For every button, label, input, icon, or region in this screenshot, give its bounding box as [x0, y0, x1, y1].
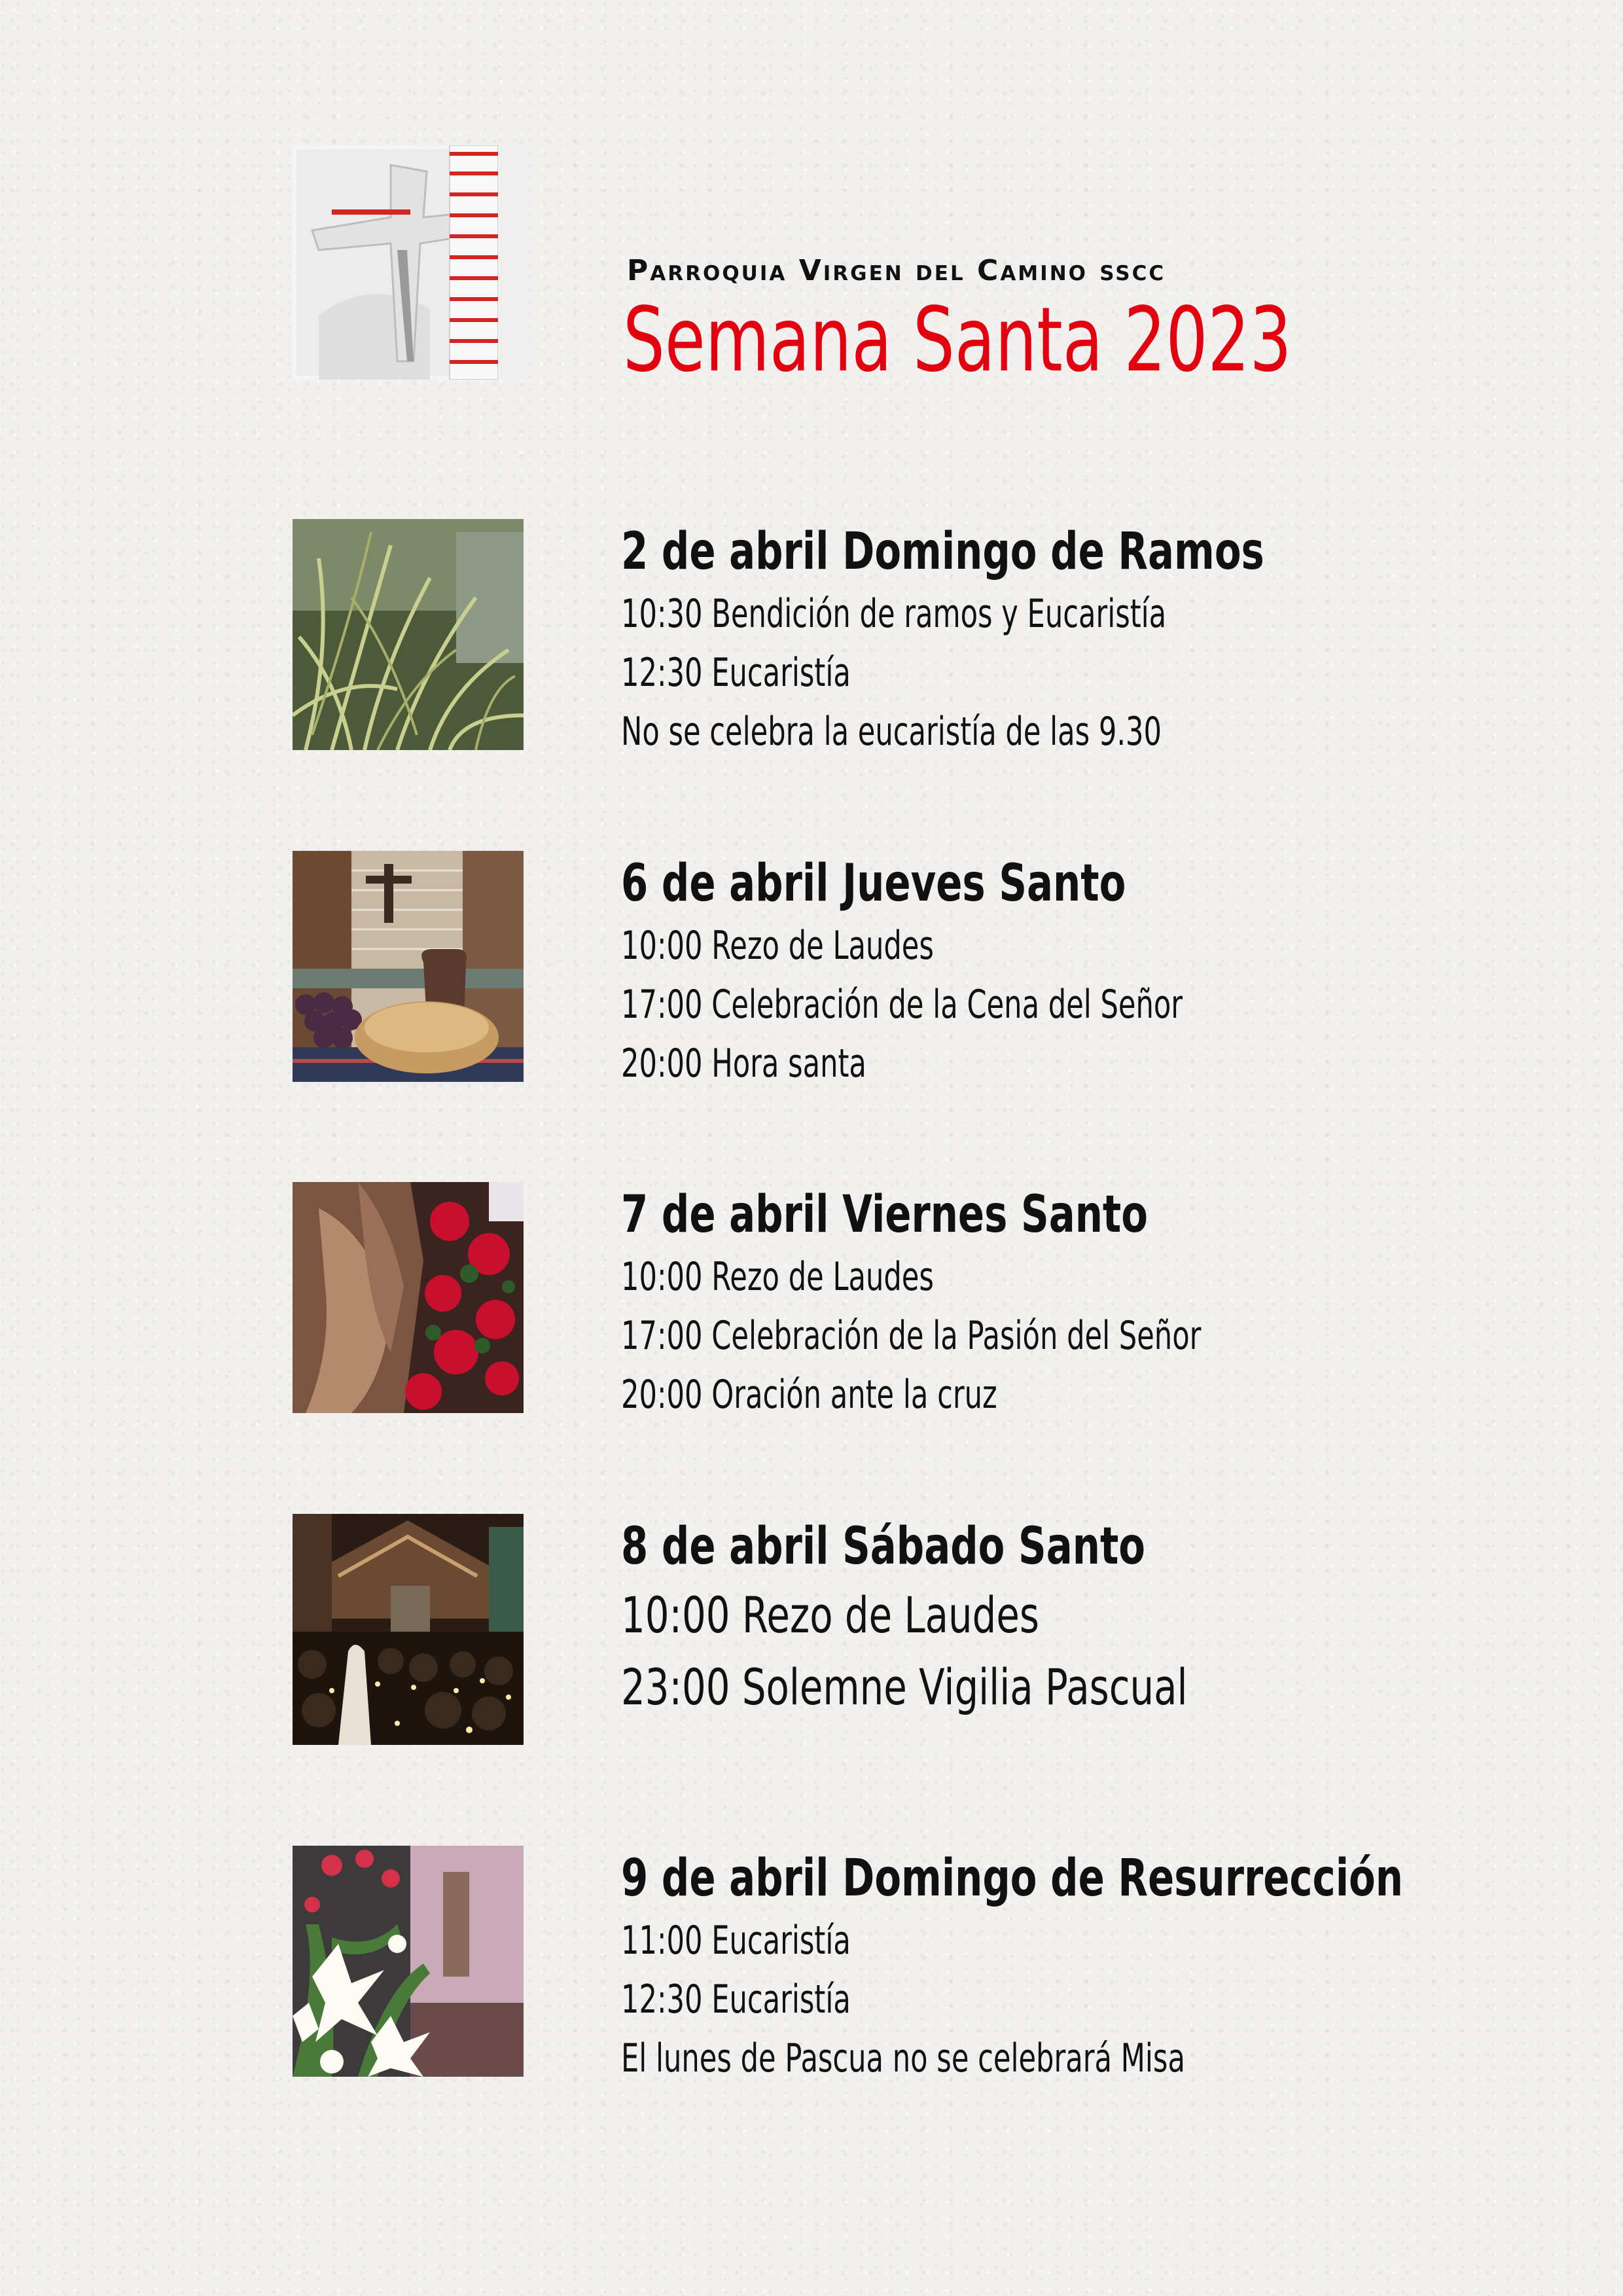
schedule-line: 17:00 Celebración de la Pasión del Señor	[621, 1313, 1202, 1359]
event-domingo-de-ramos	[293, 519, 1575, 755]
schedule-line: 12:30 Eucaristía	[621, 1977, 851, 2022]
white-lilies-church-photo	[293, 1846, 524, 2077]
cross-logo-icon	[293, 145, 527, 380]
page-title: Semana Santa 2023	[623, 289, 1292, 392]
event-title: 2 de abril Domingo de Ramos	[621, 522, 1264, 581]
event-schedule	[621, 916, 1401, 1093]
schedule-line: 10:00 Rezo de Laudes	[621, 923, 934, 969]
schedule-line: 10:00 Rezo de Laudes	[621, 1586, 1039, 1644]
event-schedule	[621, 1579, 1366, 1723]
event-sabado-santo	[293, 1514, 1575, 1749]
schedule-line: 20:00 Hora santa	[621, 1041, 866, 1086]
event-schedule	[621, 584, 1378, 761]
bread-and-grapes-altar-photo	[293, 851, 524, 1082]
event-title: 8 de abril Sábado Santo	[621, 1517, 1146, 1576]
parish-name: Parroquia Virgen del Camino sscc	[627, 254, 1166, 287]
palm-branches-photo	[293, 519, 524, 750]
schedule-line: El lunes de Pascua no se celebrará Misa	[621, 2036, 1185, 2081]
schedule-line: 10:00 Rezo de Laudes	[621, 1254, 934, 1300]
schedule-line: 20:00 Oración ante la cruz	[621, 1372, 997, 1418]
easter-vigil-candles-photo	[293, 1514, 524, 1745]
schedule-line: 23:00 Solemne Vigilia Pascual	[621, 1658, 1188, 1716]
event-title: 6 de abril Jueves Santo	[621, 854, 1126, 913]
event-title: 7 de abril Viernes Santo	[621, 1185, 1149, 1244]
event-jueves-santo	[293, 851, 1575, 1086]
schedule-line: 10:30 Bendición de ramos y Eucaristía	[621, 591, 1167, 637]
schedule-line: 11:00 Eucaristía	[621, 1918, 851, 1964]
event-schedule	[621, 1911, 1404, 2088]
schedule-line: 17:00 Celebración de la Cena del Señor	[621, 982, 1183, 1028]
crucifix-feet-with-red-flowers-photo	[293, 1182, 524, 1413]
event-viernes-santo	[293, 1182, 1575, 1418]
event-title: 9 de abril Domingo de Resurrección	[621, 1849, 1403, 1908]
event-domingo-de-resurreccion	[293, 1846, 1575, 2081]
schedule-line: 12:30 Eucaristía	[621, 650, 851, 696]
event-schedule	[621, 1247, 1427, 1424]
schedule-line: No se celebra la eucaristía de las 9.30	[621, 709, 1162, 755]
